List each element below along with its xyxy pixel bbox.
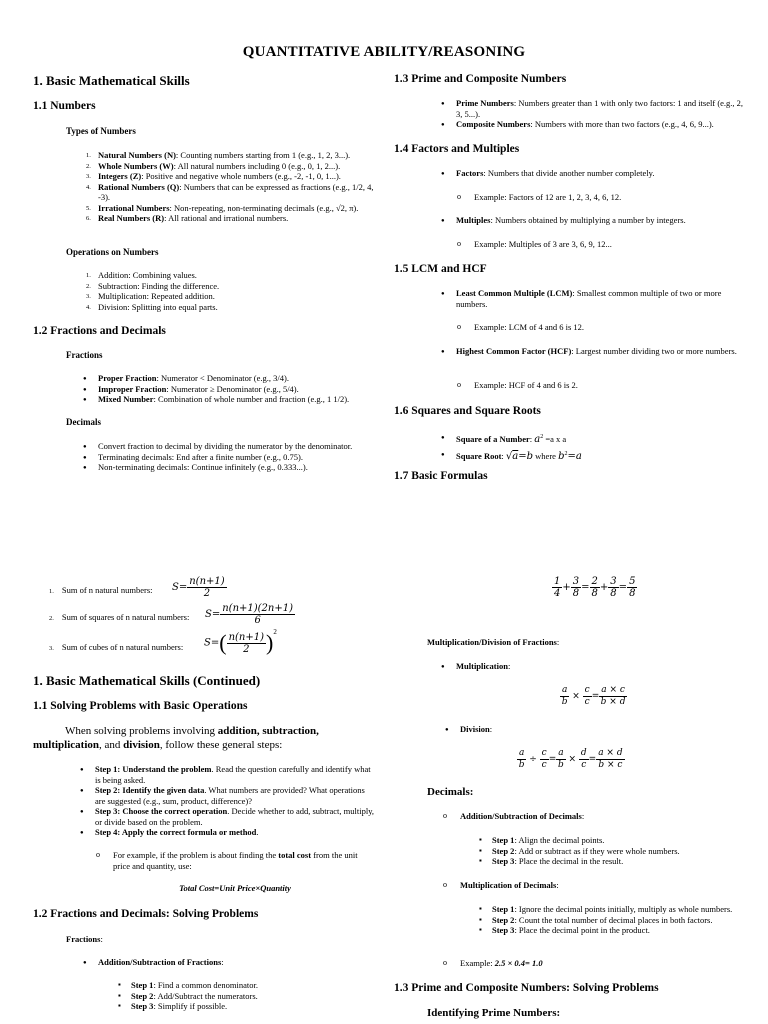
section-prime-composite: 1.3 Prime and Composite Numbers [394,73,567,85]
list-item: ▪ Step 3: Place the decimal in the result. [492,856,752,867]
list-item: ● Improper Fraction: Numerator ≥ Denominator (e.g., 5/4). [98,384,378,395]
list-item: ● Terminating decimals: End after a finite number (e.g., 0.75). [98,452,388,463]
list-item: ▪ Step 2: Add/Subtract the numerators. [131,991,371,1002]
list-item: 1. Addition: Combining values. [86,270,197,280]
factors-list [456,168,746,179]
intro-paragraph: When solving problems involving addition, subtraction, multiplication, and division, follow these general steps: [33,725,319,751]
list-item: ● Step 2: Identify the given data. What numbers are provided? What operations are suggested (e.g., sum, product, difference)? [95,785,377,806]
list-item: 2. Subtraction: Finding the difference. [86,280,220,291]
section-numbers: 1.1 Numbers [33,100,96,112]
list-item: ● Multiplication: [456,661,656,672]
list-item: o Addition/Subtraction of Decimals: [460,811,730,822]
list-item: o Example: Factors of 12 are 1, 2, 3, 4, 6, 12. [474,192,744,203]
multiples-example [474,239,744,250]
list-item: o Example: 2.5 × 0.4= 1.0 [460,958,730,969]
formula-1: 1. Sum of n natural numbers: [49,585,153,595]
formula-2-math: S= $\frac{n(n+1)(2n+1)}{6}$ [205,603,294,626]
formula-3: 3. Sum of cubes of n natural numbers: [49,642,184,652]
list-item: ● Step 4: Apply the correct formula or method. [95,827,377,838]
list-item: o Example: HCF of 4 and 6 is 2. [474,380,744,391]
multiplication-item [456,661,656,672]
hcf-list [456,346,746,357]
list-item: ● Addition/Subtraction of Fractions: [98,957,358,968]
list-item: 1. Natural Numbers (N): Counting numbers starting from 1 (e.g., 1, 2, 3...). [86,150,351,160]
prime-composite-list [456,98,746,130]
list-item: 5. Irrational Numbers: Non-repeating, non-terminating decimals (e.g., √2, π). [86,202,359,213]
list-item: ● Convert fraction to decimal by dividing the numerator by the denominator. [98,441,388,452]
list-item: ● Step 3: Choose the correct operation. Decide whether to add, subtract, multiply, or divide based on the problem. [95,806,377,827]
section-basic-math: 1. Basic Mathematical Skills [33,73,190,88]
division-formula: $\frac{a}{b}$ ÷ $\frac{c}{c}$ = $\frac{a}{b}$ × $\frac{d}{c}$ = $\frac{a \times d}{b \times c}$ [518,748,623,770]
formula-2: 2. Sum of squares of n natural numbers: [49,612,190,622]
list-item: ● Composite Numbers: Numbers with more than two factors (e.g., 4, 6, 9...). [456,119,746,130]
fraction-sum-example: $\frac{1}{4}$ + $\frac{3}{8}$ = $\frac{2}{8}$ + $\frac{3}{8}$ = $\frac{5}{8}$ [554,576,636,599]
types-of-numbers-label: Types of Numbers [66,126,136,136]
list-item: ▪ Step 2: Count the total number of decimal places in both factors. [492,915,742,926]
decimals-heading: Decimals: [427,786,474,798]
list-item: 6. Real Numbers (R): All rational and irrational numbers. [86,213,289,223]
list-item: 2. Whole Numbers (W): All natural numbers including 0 (e.g., 0, 1, 2...). [86,160,341,171]
multiplication-formula: $\frac{a}{b}$ × $\frac{c}{c}$ = $\frac{a \times c}{b \times d}$ [561,685,626,707]
hcf-example [474,380,744,391]
total-cost-formula: Total Cost=Unit Price×Quantity [179,883,291,893]
list-item: ▪ Step 1: Align the decimal points. [492,835,752,846]
list-item: 4. Division: Splitting into equal parts. [86,301,218,312]
section-solving-problems: 1.1 Solving Problems with Basic Operations [33,700,248,712]
fractions-list [98,373,378,405]
operations-label: Operations on Numbers [66,247,159,257]
formula-3-math: S=( $\frac{n(n+1)}{2}$ )$^2$ [204,628,277,655]
squares-list [456,430,746,464]
list-item: o Example: Multiples of 3 are 3, 6, 9, 12... [474,239,744,250]
identifying-prime-heading: Identifying Prime Numbers: [427,1007,561,1019]
section-fractions-decimals: 1.2 Fractions and Decimals [33,325,166,337]
list-item: ▪ Step 2: Add or subtract as if they were whole numbers. [492,846,752,857]
section-basic-math-continued: 1. Basic Mathematical Skills (Continued) [33,673,261,688]
lcm-list [456,288,736,309]
muldiv-fractions-label: Multiplication/Division of Fractions: [427,637,560,647]
list-item: 4. Rational Numbers (Q): Numbers that can be expressed as fractions (e.g., 1/2, 4, -3). [86,181,374,202]
decimals-label: Decimals [66,417,101,427]
list-item: o Multiplication of Decimals: [460,880,730,891]
fractions-2-label: Fractions: [66,934,103,944]
addsub-decimals-item [460,811,730,822]
list-item: ● Least Common Multiple (LCM): Smallest common multiple of two or more numbers. [456,288,736,309]
list-item: ● Multiples: Numbers obtained by multiplying a number by integers. [456,215,746,226]
list-item: ● Highest Common Factor (HCF): Largest number dividing two or more numbers. [456,346,746,357]
addsub-decimals-steps [492,835,752,867]
list-item: ▪ Step 3: Place the decimal point in the product. [492,925,742,936]
section-prime-composite-solving: 1.3 Prime and Composite Numbers: Solving Problems [394,982,659,994]
list-item: ● Non-terminating decimals: Continue infinitely (e.g., 0.333...). [98,462,388,473]
list-item: ● Prime Numbers: Numbers greater than 1 with only two factors: 1 and itself (e.g., 2, 3, 5...). [456,98,746,119]
list-item: ● Proper Fraction: Numerator < Denominator (e.g., 3/4). [98,373,378,384]
list-item: ▪ Step 3: Simplify if possible. [131,1001,371,1012]
addsub-fractions-list [98,957,358,968]
decimals-list [98,441,388,473]
section-factors-multiples: 1.4 Factors and Multiples [394,143,520,155]
formula-1-math: S= $\frac{n(n+1)}{2}$ [172,576,225,599]
addsub-fraction-steps [131,980,371,1012]
page-title: QUANTITATIVE ABILITY/REASONING [242,44,526,60]
section-lcm-hcf: 1.5 LCM and HCF [394,263,487,275]
list-item: ▪ Step 1: Find a common denominator. [131,980,371,991]
list-item: ● Step 1: Understand the problem. Read the question carefully and identify what is being asked. [95,764,377,785]
list-item: 3. Integers (Z): Positive and negative whole numbers (e.g., -2, -1, 0, 1...). [86,171,341,181]
steps-list [95,764,377,838]
lcm-example [474,322,744,333]
list-item: ● Square Root: √a=b where $b^2=a$ [456,447,746,464]
list-item: ● Division: [460,724,660,735]
list-item: 3. Multiplication: Repeated addition. [86,291,215,301]
factors-example [474,192,744,203]
fractions-label: Fractions [66,350,103,360]
example-list [113,850,368,871]
mul-decimals-steps [492,904,742,936]
types-of-numbers-list [86,150,378,224]
section-fractions-decimals-solving: 1.2 Fractions and Decimals: Solving Problems [33,908,259,920]
list-item: ● Factors: Numbers that divide another number completely. [456,168,746,179]
section-basic-formulas: 1.7 Basic Formulas [394,470,488,482]
section-squares-roots: 1.6 Squares and Square Roots [394,405,541,417]
list-item: o Example: LCM of 4 and 6 is 12. [474,322,744,333]
decimal-example-item [460,958,730,969]
multiples-list [456,215,746,226]
list-item: ● Square of a Number: $a^2 =a$ x a [456,430,746,447]
division-item [460,724,660,735]
mul-decimals-item [460,880,730,891]
list-item: o For example, if the problem is about finding the total cost from the unit price and quantity, use: [113,850,368,871]
list-item: ▪ Step 1: Ignore the decimal points initially, multiply as whole numbers. [492,904,742,915]
operations-list [86,270,378,312]
list-item: ● Mixed Number: Combination of whole number and fraction (e.g., 1 1/2). [98,394,378,405]
